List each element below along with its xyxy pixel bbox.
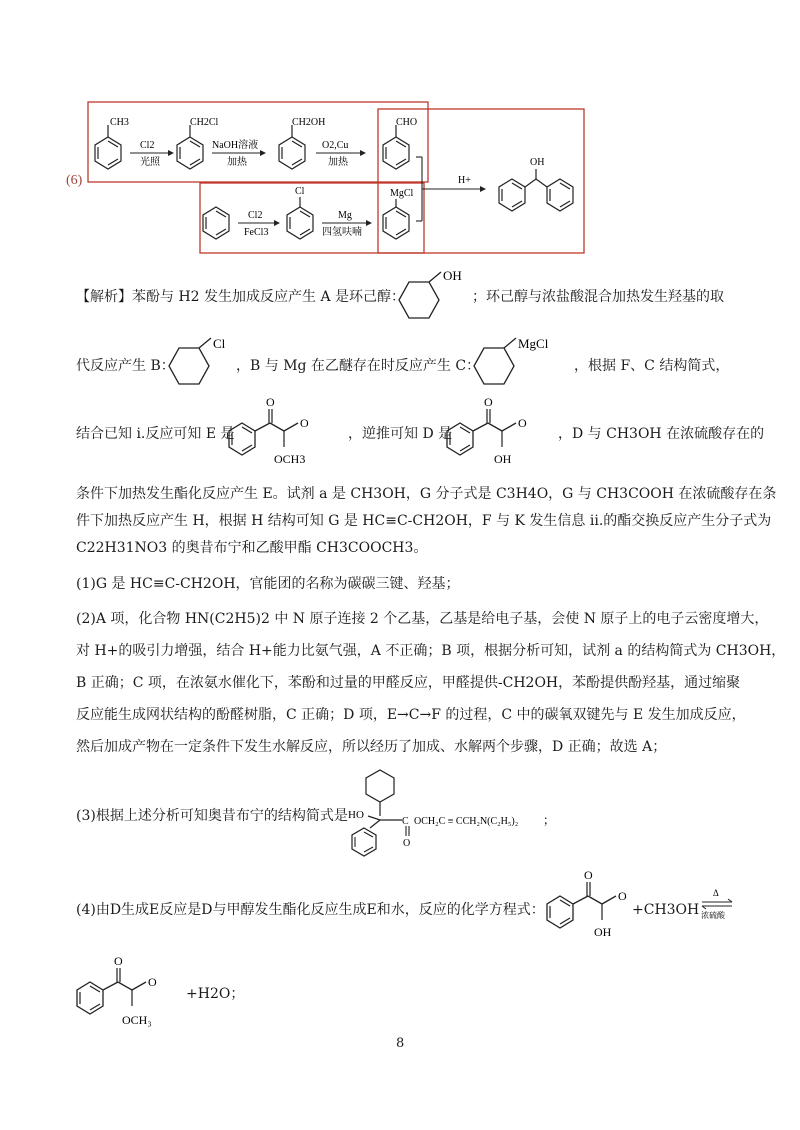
final-reagent: H+: [458, 175, 471, 186]
answer-q3-text: (3)根据上述分析可知奥昔布宁的结构简式是: [76, 808, 348, 824]
benzoylformic-acid-structure: [440, 393, 560, 473]
step3-condition: 加热: [328, 157, 348, 168]
reactant-benzoylformic-acid: [540, 866, 640, 946]
chlorobenzene-structure: [287, 197, 313, 239]
answer-q2-line: 反应能生成网状结构的酚醛树脂，C 正确；D 项，E→C→F 的过程，C 中的碳氧双键先与 E 发生加成反应，: [76, 707, 746, 723]
answer-q2-line: B 正确；C 项，在浓氨水催化下，苯酚和过量的甲醛反应，甲醛提供-CH2OH，苯酚提供酚羟基，通过缩聚: [76, 675, 741, 691]
chlorobenzene-group: Cl: [295, 186, 305, 197]
svg-text:O: O: [300, 416, 309, 430]
step3-reagent: O2,Cu: [322, 140, 349, 151]
analysis-line2-mid: ，B 与 Mg 在乙醚存在时反应产生 C：: [236, 358, 481, 374]
chlorocyclohexane-structure: [165, 334, 245, 392]
svg-text:OCH₃: OCH₃: [122, 1013, 152, 1027]
bottom-step2-reagent: Mg: [338, 210, 352, 221]
analysis-line1-suffix: ；环己醇与浓盐酸混合加热发生羟基的取: [472, 289, 724, 305]
benzene-structure: [203, 207, 229, 239]
analysis-line2-prefix: 代反应产生 B：: [76, 358, 175, 374]
paragraph-line: C22H31NO3 的奥昔布宁和乙酸甲酯 CH3COOCH3。: [76, 540, 428, 556]
benzaldehyde-group: CHO: [396, 117, 418, 128]
step2-condition: 加热: [227, 157, 247, 168]
answer-q4-text: (4)由D生成E反应是D与甲醇发生酯化反应生成E和水，反应的化学方程式：: [76, 902, 545, 918]
answer-q2-line: 然后加成产物在一定条件下发生水解反应，所以经历了加成、水解两个步骤，D 正确；故选 A；: [76, 739, 667, 755]
oxybutynin-structure: [340, 764, 590, 864]
analysis-line3-suffix: ，D 与 CH3OH 在浓硫酸存在的: [558, 426, 765, 442]
step2-reagent: NaOH溶液: [212, 140, 259, 151]
q4-reagent: +CH3OH: [632, 902, 700, 918]
answer-q2-line: 对 H+的吸引力增强，结合 H+能力比氨气强，A 不正确；B 项，根据分析可知，试剂 a 的结构简式为 CH3OH，: [76, 643, 786, 659]
bottom-step1-catalyst: FeCl3: [244, 227, 269, 238]
analysis-line2-suffix: ，根据 F、C 结构简式，: [574, 358, 730, 374]
toluene-structure: [95, 125, 121, 169]
svg-text:OH: OH: [594, 925, 612, 939]
svg-text:MgCl: MgCl: [518, 336, 549, 351]
svg-text:OCH3: OCH3: [274, 452, 306, 466]
benzyl-alcohol-group: CH2OH: [292, 117, 326, 128]
svg-text:O: O: [518, 416, 527, 430]
svg-text:Cl: Cl: [213, 336, 226, 351]
step1-condition: 光照: [140, 157, 160, 168]
svg-text:浓硫酸: 浓硫酸: [701, 911, 725, 920]
svg-text:OCH₂C ≡ CCH₂N(C₂H₅)₂: OCH₂C ≡ CCH₂N(C₂H₅)₂: [414, 816, 519, 827]
toluene-group: CH3: [110, 117, 129, 128]
equilibrium-arrow: [698, 888, 738, 928]
analysis-line3-prefix: 结合已知 i.反应可知 E 是: [76, 426, 235, 442]
svg-text:O: O: [148, 975, 157, 989]
bottom-step1-reagent: Cl2: [248, 210, 263, 221]
benzyl-alcohol-structure: [279, 125, 305, 169]
answer-q2-line: (2)A 项，化合物 HN(C2H5)2 中 N 原子连接 2 个乙基，乙基是给电子基，会使 N 原子上的电子云密度增大，: [76, 611, 769, 627]
svg-text:Δ: Δ: [713, 888, 719, 898]
product-methyl-benzoylformate: [70, 948, 190, 1038]
paragraph-line: 件下加热反应产生 H，根据 H 结构可知 G 是 HC≡C-CH2OH，F 与 K 发生信息 ii.的酯交换反应产生分子式为: [76, 513, 772, 529]
methyl-benzoylformate-structure: [222, 393, 347, 473]
svg-text:O: O: [403, 838, 411, 849]
svg-text:O: O: [114, 954, 123, 968]
reaction-scheme: [60, 95, 620, 265]
benzyl-chloride-group: CH2Cl: [190, 117, 219, 128]
svg-text:O: O: [584, 868, 593, 882]
analysis-line3-mid: ，逆推可知 D 是: [348, 426, 453, 442]
svg-text:HO: HO: [348, 809, 364, 821]
part-label: (6): [66, 173, 83, 188]
cyclohexylmagnesium-chloride-structure: [470, 334, 570, 392]
benzaldehyde-structure: [383, 125, 409, 169]
phenylmagnesium-chloride-structure: [383, 199, 409, 239]
phenylmagnesium-group: MgCl: [390, 188, 414, 199]
svg-text:O: O: [618, 889, 627, 903]
diphenylmethanol-structure: [499, 169, 573, 211]
svg-text:；: ；: [543, 813, 556, 827]
analysis-line1-prefix: 【解析】苯酚与 H2 发生加成反应产生 A 是环己醇：: [76, 289, 406, 305]
svg-text:O: O: [484, 395, 493, 409]
svg-text:OH: OH: [443, 268, 462, 283]
paragraph-line: 条件下加热发生酯化反应产生 E。试剂 a 是 CH3OH，G 分子式是 C3H4O，G 与 CH3COOH 在浓硫酸存在条: [76, 486, 777, 502]
q4-product-water: +H2O；: [186, 986, 245, 1002]
step1-reagent: Cl2: [140, 140, 155, 151]
svg-text:C: C: [402, 816, 409, 827]
answer-q1: (1)G 是 HC≡C-CH2OH，官能团的名称为碳碳三键、羟基；: [76, 576, 460, 592]
diphenylmethanol-group: OH: [530, 157, 545, 168]
svg-text:OH: OH: [494, 452, 512, 466]
svg-text:O: O: [266, 395, 275, 409]
page-number: 8: [396, 1036, 405, 1051]
cyclohexanol-structure: [385, 268, 465, 326]
bottom-step2-solvent: 四氢呋喃: [322, 227, 362, 238]
benzyl-chloride-structure: [177, 125, 203, 169]
